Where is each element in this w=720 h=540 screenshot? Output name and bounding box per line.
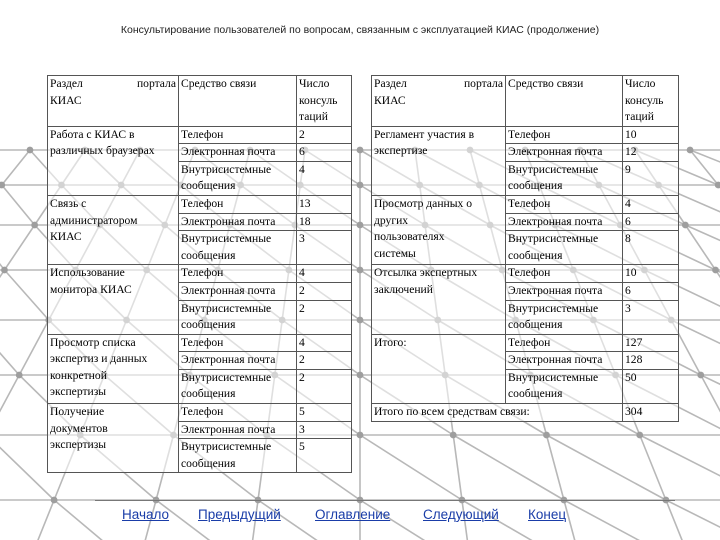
section-line: конкретной <box>50 368 107 382</box>
count-cell: 127 <box>623 334 679 352</box>
nav-previous-link[interactable]: Предыдущий <box>198 507 281 522</box>
section-line: Просмотр списка <box>50 335 136 349</box>
medium-cell: Электронная почта <box>506 144 623 162</box>
section-cell <box>48 126 179 195</box>
section-cell <box>48 403 179 472</box>
medium-cell: Телефон <box>506 126 623 144</box>
section-line: КИАС <box>50 230 82 244</box>
section-line: Отсылка экспертных <box>374 266 478 280</box>
section-line: Использование <box>50 266 125 280</box>
count-cell: 4 <box>297 161 352 195</box>
section-line: экспертизы <box>50 385 107 399</box>
section-line: Работа с КИАС в <box>50 127 135 141</box>
header-count-line: Число <box>299 77 330 90</box>
header-medium-line: Средство связи <box>508 77 584 90</box>
header-section-line: КИАС <box>50 93 82 107</box>
count-cell: 4 <box>297 334 352 352</box>
header-medium <box>179 76 297 127</box>
table-row <box>48 334 352 352</box>
medium-cell: Внутрисистемные сообщения <box>179 369 297 403</box>
section-cell <box>48 196 179 265</box>
nav-next-link[interactable]: Следующий <box>423 507 499 522</box>
header-medium-line: Средство связи <box>181 77 257 90</box>
section-line: документов <box>50 421 108 435</box>
section-cell <box>372 196 506 265</box>
count-cell: 8 <box>623 231 679 265</box>
header-row <box>48 76 352 127</box>
section-line: Получение <box>50 404 105 418</box>
grand-total-count: 304 <box>623 403 679 421</box>
page-title: Консультирование пользователей по вопросам, связанным с эксплуатацией КИАС (продолжение) <box>120 24 600 36</box>
nav-end-link[interactable]: Конец <box>528 507 567 522</box>
header-section-line: Раздел портала <box>374 77 503 90</box>
section-line: экспертиз и данных <box>50 352 148 366</box>
count-cell: 3 <box>623 300 679 334</box>
header-count <box>623 76 679 127</box>
header-count-line: таций <box>625 110 654 124</box>
table-row <box>372 265 679 283</box>
section-line: пользователях <box>374 230 445 244</box>
section-cell <box>372 265 506 334</box>
section-cell <box>48 265 179 334</box>
section-line: других <box>374 213 409 227</box>
medium-cell: Электронная почта <box>179 144 297 162</box>
count-cell: 6 <box>297 144 352 162</box>
header-count-line: Число <box>625 77 656 90</box>
count-cell: 13 <box>297 196 352 214</box>
consultations-table-right <box>371 75 679 422</box>
medium-cell: Внутрисистемные сообщения <box>179 231 297 265</box>
header-row <box>372 76 679 127</box>
table-row <box>48 403 352 421</box>
medium-cell: Электронная почта <box>179 421 297 439</box>
medium-cell: Телефон <box>179 196 297 214</box>
count-cell: 9 <box>623 161 679 195</box>
section-line: Регламент участия в <box>374 127 475 141</box>
medium-cell: Телефон <box>179 334 297 352</box>
count-cell: 4 <box>623 196 679 214</box>
count-cell: 2 <box>297 352 352 370</box>
section-line: администратором <box>50 213 138 227</box>
medium-cell: Электронная почта <box>506 352 623 370</box>
section-line: экспертизы <box>50 438 107 452</box>
count-cell: 2 <box>297 282 352 300</box>
header-section <box>48 76 179 127</box>
medium-cell: Внутрисистемные сообщения <box>506 231 623 265</box>
count-cell: 128 <box>623 352 679 370</box>
nav-divider <box>95 500 675 501</box>
count-cell: 12 <box>623 144 679 162</box>
header-count-line: консуль <box>625 93 664 107</box>
medium-cell: Электронная почта <box>179 352 297 370</box>
section-line: различных браузерах <box>50 144 155 158</box>
medium-cell: Электронная почта <box>179 282 297 300</box>
count-cell: 50 <box>623 369 679 403</box>
count-cell: 4 <box>297 265 352 283</box>
header-count-line: таций <box>299 110 328 124</box>
section-line: системы <box>374 246 416 260</box>
count-cell: 3 <box>297 231 352 265</box>
count-cell: 6 <box>623 282 679 300</box>
medium-cell: Телефон <box>506 265 623 283</box>
medium-cell: Телефон <box>179 126 297 144</box>
header-section-line: КИАС <box>374 93 406 107</box>
header-count-line: консуль <box>299 93 338 107</box>
section-line: монитора КИАС <box>50 282 132 296</box>
medium-cell: Телефон <box>506 334 623 352</box>
count-cell: 2 <box>297 126 352 144</box>
nav-contents-link[interactable]: Оглавление <box>315 507 391 522</box>
table-row <box>48 265 352 283</box>
medium-cell: Электронная почта <box>179 213 297 231</box>
header-section <box>372 76 506 127</box>
table-row <box>372 334 679 352</box>
section-line: Связь с <box>50 197 87 211</box>
table-row <box>372 126 679 144</box>
medium-cell: Внутрисистемные сообщения <box>179 439 297 473</box>
count-cell: 10 <box>623 126 679 144</box>
medium-cell: Внутрисистемные сообщения <box>179 300 297 334</box>
grand-total-row <box>372 403 679 421</box>
count-cell: 3 <box>297 421 352 439</box>
medium-cell: Внутрисистемные сообщения <box>506 369 623 403</box>
section-cell <box>372 334 506 403</box>
section-line: экспертизе <box>374 144 428 158</box>
medium-cell: Внутрисистемные сообщения <box>506 300 623 334</box>
medium-cell: Телефон <box>506 196 623 214</box>
count-cell: 5 <box>297 439 352 473</box>
grand-total-label: Итого по всем средствам связи: <box>372 403 623 421</box>
table-row <box>48 126 352 144</box>
section-line: заключений <box>374 282 433 296</box>
nav-start-link[interactable]: Начало <box>122 507 170 522</box>
header-section-line: Раздел портала <box>50 77 176 90</box>
header-medium <box>506 76 623 127</box>
count-cell: 2 <box>297 300 352 334</box>
count-cell: 6 <box>623 213 679 231</box>
section-line: Просмотр данных о <box>374 197 473 211</box>
section-cell <box>48 334 179 403</box>
count-cell: 10 <box>623 265 679 283</box>
section-line: Итого: <box>374 335 407 349</box>
count-cell: 18 <box>297 213 352 231</box>
medium-cell: Электронная почта <box>506 213 623 231</box>
medium-cell: Телефон <box>179 265 297 283</box>
medium-cell: Телефон <box>179 403 297 421</box>
table-row <box>372 196 679 214</box>
section-cell <box>372 126 506 195</box>
count-cell: 5 <box>297 403 352 421</box>
count-cell: 2 <box>297 369 352 403</box>
consultations-table-left <box>47 75 352 473</box>
medium-cell: Внутрисистемные сообщения <box>179 161 297 195</box>
table-row <box>48 196 352 214</box>
medium-cell: Внутрисистемные сообщения <box>506 161 623 195</box>
header-count <box>297 76 352 127</box>
medium-cell: Электронная почта <box>506 282 623 300</box>
